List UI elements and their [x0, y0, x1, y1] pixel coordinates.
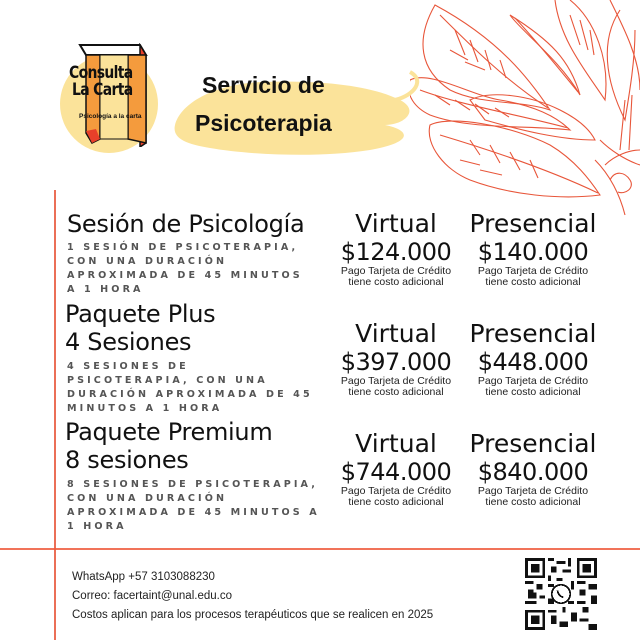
- horizontal-accent-line: [0, 548, 640, 550]
- desc-line: 1 SESIÓN DE PSICOTERAPIA,: [67, 242, 299, 253]
- desc-line: 8 SESIONES DE PSICOTERAPIA,: [67, 479, 318, 490]
- service-name: Paquete Plus: [65, 300, 216, 328]
- price-virtual-3: [331, 430, 461, 508]
- price-label: Presencial: [469, 429, 597, 458]
- price-label: Presencial: [469, 319, 597, 348]
- price-note: tiene costo adicional: [348, 496, 444, 508]
- logo-title-line1: Consulta: [69, 63, 133, 83]
- service-row-1: [67, 210, 337, 297]
- disclaimer-text: Costos aplican para los procesos terapéuticos que se realicen en 2025: [72, 609, 434, 621]
- service-subname: 8 sesiones: [65, 446, 189, 474]
- desc-line: 1 HORA: [67, 521, 127, 532]
- desc-line: DURACIÓN APROXIMADA DE 45: [67, 389, 313, 400]
- desc-line: CON UNA DURACIÓN: [67, 256, 228, 267]
- service-name: Paquete Premium: [65, 418, 273, 446]
- footer-contact: [72, 568, 433, 625]
- desc-line: CON UNA DURACIÓN: [67, 493, 228, 504]
- price-label: Presencial: [469, 209, 597, 238]
- price-presencial-2: [468, 320, 598, 398]
- logo-tagline: Psicología a la carta: [79, 113, 142, 120]
- service-description: [67, 478, 345, 534]
- price-note: Pago Tarjeta de Crédito: [340, 485, 452, 497]
- title-line1: Servicio de: [202, 72, 325, 98]
- price-note: Pago Tarjeta de Crédito: [340, 375, 452, 387]
- whatsapp-contact[interactable]: WhatsApp +57 3103088230: [72, 571, 215, 583]
- price-virtual-2: [331, 320, 461, 398]
- service-subname: 4 Sesiones: [65, 328, 192, 356]
- service-row-3: [65, 418, 345, 534]
- vertical-accent-line: [54, 190, 56, 640]
- price-value: $840.000: [477, 458, 589, 486]
- price-note: Pago Tarjeta de Crédito: [477, 375, 589, 387]
- price-note: Pago Tarjeta de Crédito: [477, 265, 589, 277]
- desc-line: A 1 HORA: [67, 284, 144, 295]
- logo-title-line2: La Carta: [72, 80, 133, 100]
- desc-line: PSICOTERAPIA, CON UNA: [67, 375, 268, 386]
- service-row-2: [65, 300, 345, 416]
- price-note: tiene costo adicional: [485, 496, 581, 508]
- desc-line: MINUTOS A 1 HORA: [67, 403, 223, 414]
- service-description: [67, 360, 345, 416]
- qr-code[interactable]: [525, 558, 597, 630]
- price-label: Virtual: [355, 429, 437, 458]
- title-line2: Psicoterapia: [195, 110, 332, 136]
- price-presencial-3: [468, 430, 598, 508]
- logo: [60, 35, 180, 150]
- desc-line: APROXIMADA DE 45 MINUTOS A: [67, 507, 320, 518]
- price-value: $744.000: [340, 458, 452, 486]
- price-value: $124.000: [340, 238, 452, 266]
- price-value: $140.000: [477, 238, 589, 266]
- price-value: $397.000: [340, 348, 452, 376]
- price-note: tiene costo adicional: [485, 386, 581, 398]
- price-presencial-1: [468, 210, 598, 288]
- price-note: tiene costo adicional: [348, 276, 444, 288]
- price-note: Pago Tarjeta de Crédito: [477, 485, 589, 497]
- page-title: [190, 66, 332, 142]
- desc-line: APROXIMADA DE 45 MINUTOS: [67, 270, 303, 281]
- price-virtual-1: [331, 210, 461, 288]
- desc-line: 4 SESIONES DE: [67, 361, 189, 372]
- service-description: [67, 241, 337, 297]
- price-note: Pago Tarjeta de Crédito: [340, 265, 452, 277]
- plant-illustration-icon: [410, 0, 640, 225]
- price-value: $448.000: [477, 348, 589, 376]
- service-name: Sesión de Psicología: [67, 210, 305, 238]
- email-contact[interactable]: Correo: facertaint@unal.edu.co: [72, 590, 232, 602]
- price-label: Virtual: [355, 319, 437, 348]
- price-note: tiene costo adicional: [348, 386, 444, 398]
- price-note: tiene costo adicional: [485, 276, 581, 288]
- price-label: Virtual: [355, 209, 437, 238]
